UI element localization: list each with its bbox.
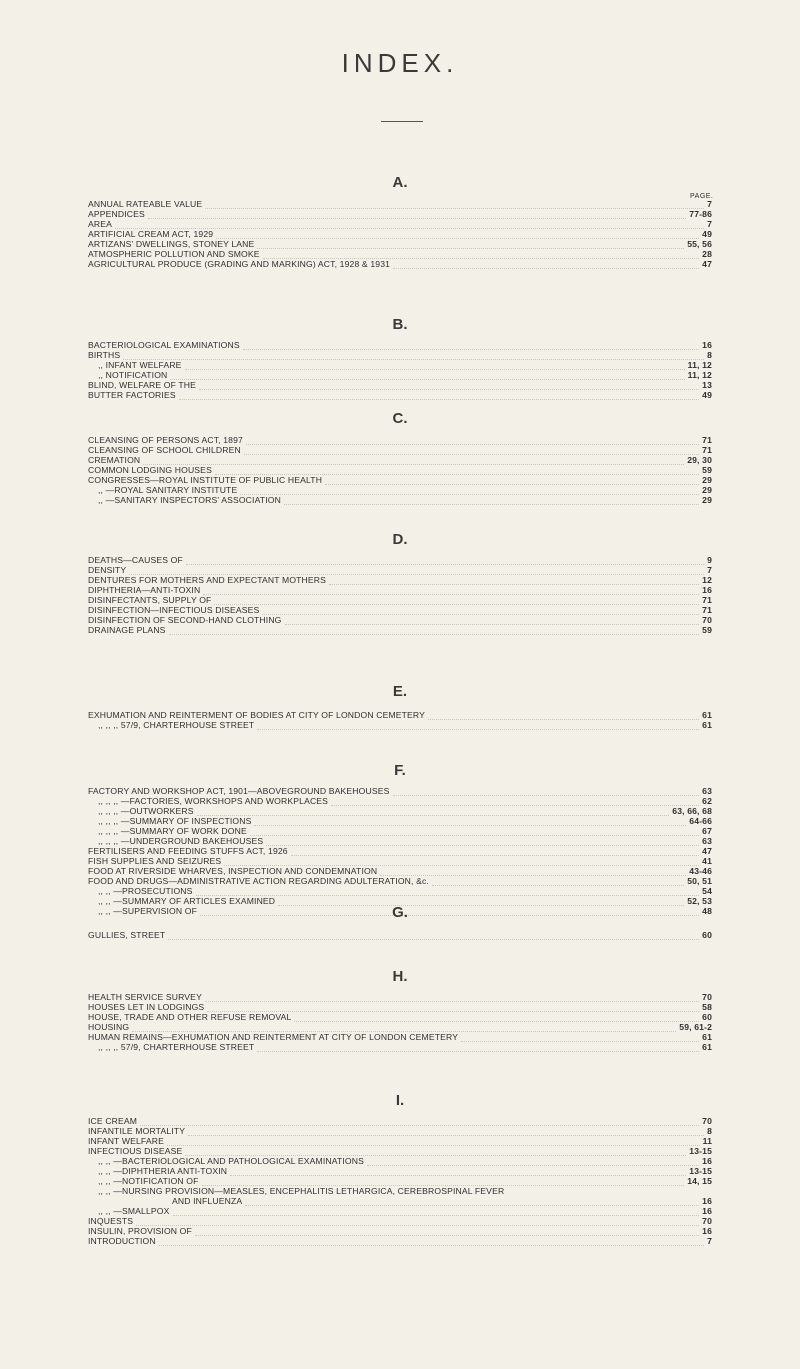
entry-text: ,, ,, —NURSING PROVISION—MEASLES, ENCEPHALITIS LETHARGICA, CEREBROSPINAL FEVER: [98, 1186, 505, 1196]
entry-page-number: 70: [702, 1116, 712, 1126]
index-section-list: [88, 340, 712, 400]
dot-leader: [115, 221, 704, 229]
entry-text: ARTIFICIAL CREAM ACT, 1929: [88, 229, 214, 239]
dot-leader: [393, 261, 699, 269]
entry-page-number: 61: [702, 710, 712, 720]
entry-text: ,, ,, —DIPHTHERIA ANTI-TOXIN: [98, 1166, 228, 1176]
entry-page-number: 41: [702, 856, 712, 866]
dot-leader: [203, 587, 699, 595]
entry-text: BUTTER FACTORIES: [88, 390, 176, 400]
entry-page-number: 28: [702, 249, 712, 259]
entry-text: HUMAN REMAINS—EXHUMATION AND REINTERMENT AT CITY OF LONDON CEMETERY: [88, 1032, 459, 1042]
entry-text: GULLIES, STREET: [88, 930, 166, 940]
entry-page-number: 13-15: [689, 1166, 712, 1176]
section-letter: G.: [392, 904, 408, 921]
entry-page-number: 16: [702, 1226, 712, 1236]
dot-leader: [136, 1218, 699, 1226]
index-entry: [88, 1022, 712, 1032]
dot-leader: [168, 932, 699, 940]
entry-page-number: 61: [702, 1042, 712, 1052]
index-entry: [88, 836, 712, 846]
index-entry: [88, 1176, 712, 1186]
entry-page-number: 50, 51: [687, 876, 712, 886]
title-rule: [381, 121, 423, 122]
entry-page-number: 63, 66, 68: [672, 806, 712, 816]
dot-leader: [461, 1034, 699, 1042]
index-entry: [88, 1032, 712, 1042]
entry-text: ,, ,, —SMALLPOX: [98, 1206, 170, 1216]
dot-leader: [129, 567, 704, 575]
index-entry: [88, 856, 712, 866]
index-entry: [88, 1002, 712, 1012]
dot-leader: [214, 597, 699, 605]
section-letter: C.: [392, 410, 408, 427]
dot-leader: [432, 878, 684, 886]
entry-page-number: 70: [702, 992, 712, 1002]
dot-leader: [243, 342, 699, 350]
index-section-list: [88, 199, 712, 269]
index-section-list: [88, 930, 712, 940]
entry-text: ATMOSPHERIC POLLUTION AND SMOKE: [88, 249, 260, 259]
entry-page-number: 8: [707, 350, 712, 360]
index-entry: [88, 876, 712, 886]
index-entry: [88, 199, 712, 209]
index-entry: [88, 1042, 712, 1052]
index-section-list: [88, 555, 712, 635]
dot-leader: [148, 211, 686, 219]
entry-text: ,, ,, ,, —OUTWORKERS: [98, 806, 194, 816]
entry-text: CLEANSING OF PERSONS ACT, 1897: [88, 435, 243, 445]
entry-page-number: 29: [702, 495, 712, 505]
dot-leader: [159, 1238, 704, 1246]
entry-text: INFECTIOUS DISEASE: [88, 1146, 183, 1156]
dot-leader: [179, 392, 699, 400]
entry-text: DISINFECTION OF SECOND-HAND CLOTHING: [88, 615, 282, 625]
index-entry: [88, 239, 712, 249]
entry-text: ,, —ROYAL SANITARY INSTITUTE: [98, 485, 238, 495]
entry-page-number: 43-46: [689, 866, 712, 876]
index-entry: [88, 1166, 712, 1176]
entry-text: ,, ,, ,, —FACTORIES, WORKSHOPS AND WORKPLACES: [98, 796, 329, 806]
dot-leader: [244, 447, 699, 455]
index-entry: [88, 1196, 712, 1206]
entry-text: ,, ,, —SUMMARY OF ARTICLES EXAMINED: [98, 896, 276, 906]
index-entry: [88, 565, 712, 575]
entry-page-number: 63: [702, 836, 712, 846]
entry-page-number: 60: [702, 930, 712, 940]
entry-page-number: 11, 12: [687, 360, 712, 370]
entry-page-number: 13: [702, 380, 712, 390]
entry-text: FOOD AT RIVERSIDE WHARVES, INSPECTION AND CONDEMNATION: [88, 866, 378, 876]
entry-page-number: 9: [707, 555, 712, 565]
index-entry: [88, 445, 712, 455]
entry-page-number: 60: [702, 1012, 712, 1022]
entry-text: INSULIN, PROVISION OF: [88, 1226, 192, 1236]
index-entry: [88, 219, 712, 229]
index-entry: [88, 605, 712, 615]
entry-page-number: 55, 56: [687, 239, 712, 249]
dot-leader: [257, 1044, 699, 1052]
entry-page-number: 77-86: [689, 209, 712, 219]
entry-page-number: 59: [702, 625, 712, 635]
dot-leader: [205, 201, 704, 209]
index-entry: [88, 816, 712, 826]
index-entry: [88, 1126, 712, 1136]
entry-page-number: 71: [702, 595, 712, 605]
dot-leader: [230, 1168, 686, 1176]
entry-page-number: 11: [702, 1136, 712, 1146]
dot-leader: [170, 372, 684, 380]
dot-leader: [216, 231, 699, 239]
index-entry: [88, 1216, 712, 1226]
dot-leader: [329, 577, 699, 585]
index-entry: [88, 360, 712, 370]
entry-page-number: 59, 61-2: [679, 1022, 712, 1032]
entry-text: FOOD AND DRUGS—ADMINISTRATIVE ACTION REGARDING ADULTERATION, &c.: [88, 876, 429, 886]
entry-page-number: 54: [702, 886, 712, 896]
entry-text: AGRICULTURAL PRODUCE (GRADING AND MARKING) ACT, 1928 & 1931: [88, 259, 391, 269]
dot-leader: [291, 848, 699, 856]
entry-page-number: 52, 53: [687, 896, 712, 906]
section-letter: A.: [392, 174, 408, 191]
entry-text: ICE CREAM: [88, 1116, 138, 1126]
entry-text: ,, ,, —PROSECUTIONS: [98, 886, 193, 896]
dot-leader: [143, 457, 684, 465]
entry-text: HEALTH SERVICE SURVEY: [88, 992, 202, 1002]
entry-page-number: 29: [702, 485, 712, 495]
dot-leader: [393, 788, 700, 796]
entry-text: HOUSING: [88, 1022, 130, 1032]
entry-text: ARTIZANS' DWELLINGS, STONEY LANE: [88, 239, 255, 249]
entry-text: DIPHTHERIA—ANTI-TOXIN: [88, 585, 201, 595]
entry-text: CREMATION: [88, 455, 141, 465]
index-entry: [88, 455, 712, 465]
dot-leader: [169, 627, 700, 635]
entry-page-number: 61: [702, 1032, 712, 1042]
entry-text: ,, ,, —NOTIFICATION OF: [98, 1176, 199, 1186]
index-entry: [88, 1226, 712, 1236]
entry-page-number: 71: [702, 445, 712, 455]
entry-page-number: 70: [702, 615, 712, 625]
index-entry: [88, 249, 712, 259]
entry-text: EXHUMATION AND REINTERMENT OF BODIES AT CITY OF LONDON CEMETERY: [88, 710, 426, 720]
dot-leader: [197, 808, 670, 816]
entry-text: ANNUAL RATEABLE VALUE: [88, 199, 203, 209]
index-entry: [88, 786, 712, 796]
dot-leader: [207, 1004, 699, 1012]
entry-text: COMMON LODGING HOUSES: [88, 465, 212, 475]
page-title: INDEX.: [341, 48, 459, 78]
entry-text: DISINFECTANTS, SUPPLY OF: [88, 595, 212, 605]
dot-leader: [196, 888, 700, 896]
index-entry: [88, 485, 712, 495]
index-entry: [88, 575, 712, 585]
entry-text: ,, ,, ,, —SUMMARY OF INSPECTIONS: [98, 816, 252, 826]
dot-leader: [263, 251, 700, 259]
dot-leader: [173, 1208, 700, 1216]
section-letter: I.: [395, 1092, 405, 1109]
dot-leader: [266, 838, 699, 846]
index-entry: [88, 720, 712, 730]
entry-page-number: 63: [702, 786, 712, 796]
section-letter: H.: [392, 968, 408, 985]
index-entry: [88, 390, 712, 400]
index-entry: [88, 475, 712, 485]
entry-page-number: 16: [702, 340, 712, 350]
dot-leader: [205, 994, 699, 1002]
entry-text: BLIND, WELFARE OF THE: [88, 380, 197, 390]
dot-leader: [224, 858, 699, 866]
dot-leader: [331, 798, 699, 806]
dot-leader: [185, 1148, 686, 1156]
index-entry: [88, 209, 712, 219]
entry-page-number: 11, 12: [687, 370, 712, 380]
entry-page-number: 71: [702, 435, 712, 445]
entry-page-number: 48: [702, 906, 712, 916]
entry-page-number: 7: [707, 199, 712, 209]
entry-page-number: 14, 15: [687, 1176, 712, 1186]
dot-leader: [188, 1128, 704, 1136]
index-entry: [88, 1186, 712, 1196]
entry-page-number: 7: [707, 565, 712, 575]
entry-page-number: 16: [702, 1196, 712, 1206]
entry-text: ,, ,, ,, 57/9, CHARTERHOUSE STREET: [98, 720, 255, 730]
index-entry: [88, 625, 712, 635]
entry-text: DENTURES FOR MOTHERS AND EXPECTANT MOTHERS: [88, 575, 327, 585]
entry-page-number: 64-66: [689, 816, 712, 826]
entry-page-number: 49: [702, 229, 712, 239]
dot-leader: [257, 241, 684, 249]
index-entry: [88, 846, 712, 856]
dot-leader: [140, 1118, 699, 1126]
dot-leader: [428, 712, 699, 720]
entry-text: FERTILISERS AND FEEDING STUFFS ACT, 1926: [88, 846, 288, 856]
dot-leader: [294, 1014, 699, 1022]
index-entry: [88, 370, 712, 380]
entry-text: HOUSES LET IN LODGINGS: [88, 1002, 205, 1012]
index-entry: [88, 495, 712, 505]
entry-page-number: 29, 30: [687, 455, 712, 465]
entry-page-number: 13-15: [689, 1146, 712, 1156]
entry-text: BACTERIOLOGICAL EXAMINATIONS: [88, 340, 240, 350]
entry-text: ,, INFANT WELFARE: [98, 360, 182, 370]
index-entry: [88, 826, 712, 836]
dot-leader: [257, 722, 699, 730]
index-entry: [88, 930, 712, 940]
entry-page-number: 47: [702, 846, 712, 856]
index-entry: [88, 555, 712, 565]
entry-page-number: 62: [702, 796, 712, 806]
index-entry: [88, 229, 712, 239]
index-entry: [88, 465, 712, 475]
section-letter: D.: [392, 531, 408, 548]
entry-page-number: 16: [702, 1156, 712, 1166]
entry-page-number: 8: [707, 1126, 712, 1136]
index-entry: [88, 992, 712, 1002]
entry-page-number: 12: [702, 575, 712, 585]
entry-page-number: 61: [702, 720, 712, 730]
dot-leader: [367, 1158, 699, 1166]
index-entry: [88, 435, 712, 445]
page-column-heading: PAGE.: [690, 193, 714, 200]
dot-leader: [123, 352, 704, 360]
index-entry: [88, 340, 712, 350]
index-entry: [88, 259, 712, 269]
entry-text: ,, NOTIFICATION: [98, 370, 168, 380]
entry-page-number: 49: [702, 390, 712, 400]
entry-text: INFANTILE MORTALITY: [88, 1126, 186, 1136]
index-section-list: [88, 992, 712, 1052]
dot-leader: [250, 828, 699, 836]
index-entry: [88, 595, 712, 605]
dot-leader: [199, 382, 699, 390]
entry-text: ,, ,, ,, —UNDERGROUND BAKEHOUSES: [98, 836, 264, 846]
entry-text: CLEANSING OF SCHOOL CHILDREN: [88, 445, 241, 455]
dot-leader: [185, 362, 685, 370]
index-section-list: [88, 786, 712, 916]
entry-text: FACTORY AND WORKSHOP ACT, 1901—ABOVEGROUND BAKEHOUSES: [88, 786, 390, 796]
index-entry: [88, 1012, 712, 1022]
dot-leader: [240, 487, 699, 495]
entry-page-number: 7: [707, 219, 712, 229]
index-section-list: [88, 1116, 712, 1246]
dot-leader: [202, 1178, 685, 1186]
entry-text: DISINFECTION—INFECTIOUS DISEASES: [88, 605, 260, 615]
index-entry: [88, 585, 712, 595]
index-entry: [88, 1156, 712, 1166]
entry-page-number: 71: [702, 605, 712, 615]
entry-text: FISH SUPPLIES AND SEIZURES: [88, 856, 222, 866]
entry-text: DENSITY: [88, 565, 127, 575]
dot-leader: [186, 557, 704, 565]
index-entry: [88, 866, 712, 876]
entry-text: AREA: [88, 219, 113, 229]
index-entry: [88, 1236, 712, 1246]
entry-text: AND INFLUENZA: [172, 1196, 243, 1206]
entry-text: INTRODUCTION: [88, 1236, 156, 1246]
dot-leader: [246, 437, 699, 445]
index-entry: [88, 1116, 712, 1126]
index-entry: [88, 806, 712, 816]
dot-leader: [195, 1228, 699, 1236]
entry-text: BIRTHS: [88, 350, 121, 360]
index-entry: [88, 710, 712, 720]
index-entry: [88, 350, 712, 360]
entry-text: ,, ,, —SUPERVISION OF: [98, 906, 197, 916]
entry-text: DRAINAGE PLANS: [88, 625, 166, 635]
entry-text: ,, ,, ,, 57/9, CHARTERHOUSE STREET: [98, 1042, 255, 1052]
entry-page-number: 59: [702, 465, 712, 475]
index-entry: [88, 1146, 712, 1156]
entry-page-number: 70: [702, 1216, 712, 1226]
dot-leader: [245, 1198, 699, 1206]
dot-leader: [215, 467, 699, 475]
dot-leader: [262, 607, 699, 615]
section-letter: B.: [392, 316, 408, 333]
index-entry: [88, 380, 712, 390]
entry-text: ,, —SANITARY INSPECTORS' ASSOCIATION: [98, 495, 281, 505]
index-entry: [88, 615, 712, 625]
entry-text: APPENDICES: [88, 209, 145, 219]
index-entry: [88, 1136, 712, 1146]
dot-leader: [167, 1138, 700, 1146]
dot-leader: [132, 1024, 676, 1032]
entry-page-number: 7: [707, 1236, 712, 1246]
entry-page-number: 67: [702, 826, 712, 836]
dot-leader: [325, 477, 699, 485]
section-letter: F.: [394, 762, 406, 779]
index-entry: [88, 796, 712, 806]
index-entry: [88, 886, 712, 896]
entry-text: CONGRESSES—ROYAL INSTITUTE OF PUBLIC HEALTH: [88, 475, 323, 485]
entry-text: INQUESTS: [88, 1216, 134, 1226]
entry-text: HOUSE, TRADE AND OTHER REFUSE REMOVAL: [88, 1012, 292, 1022]
entry-page-number: 16: [702, 1206, 712, 1216]
dot-leader: [380, 868, 686, 876]
index-entry: [88, 1206, 712, 1216]
dot-leader: [284, 497, 699, 505]
entry-page-number: 47: [702, 259, 712, 269]
entry-text: ,, ,, ,, —SUMMARY OF WORK DONE: [98, 826, 247, 836]
entry-page-number: 29: [702, 475, 712, 485]
entry-text: DEATHS—CAUSES OF: [88, 555, 183, 565]
dot-leader: [254, 818, 686, 826]
dot-leader: [285, 617, 700, 625]
entry-text: ,, ,, —BACTERIOLOGICAL AND PATHOLOGICAL EXAMINATIONS: [98, 1156, 364, 1166]
section-letter: E.: [392, 683, 408, 700]
entry-page-number: 58: [702, 1002, 712, 1012]
entry-text: INFANT WELFARE: [88, 1136, 164, 1146]
entry-page-number: 16: [702, 585, 712, 595]
index-section-list: [88, 710, 712, 730]
index-section-list: [88, 435, 712, 505]
